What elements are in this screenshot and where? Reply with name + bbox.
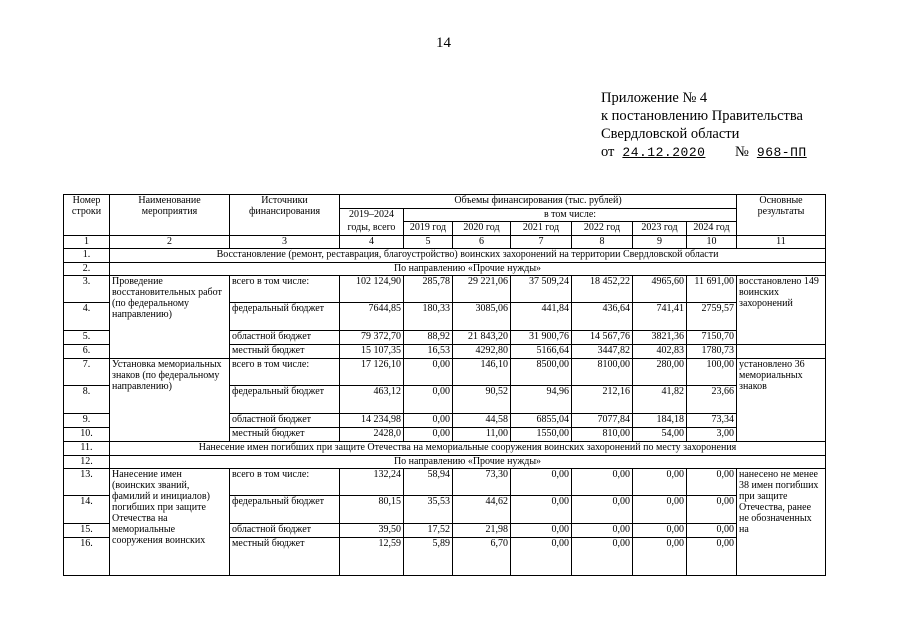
value-2021: 37 509,24 (511, 276, 572, 303)
value-2024: 23,66 (687, 386, 737, 414)
value-total: 132,24 (340, 469, 404, 496)
table-row (64, 469, 826, 496)
value-2022: 0,00 (572, 524, 633, 538)
column-number: 11 (737, 236, 826, 249)
value-total: 15 107,35 (340, 345, 404, 359)
row-number: 7. (64, 359, 110, 386)
column-number: 7 (511, 236, 572, 249)
value-2020: 146,10 (453, 359, 511, 386)
number-prefix: № (735, 144, 749, 160)
value-2024: 0,00 (687, 524, 737, 538)
subsection-title: По направлению «Прочие нужды» (110, 456, 826, 469)
value-2023: 41,82 (633, 386, 687, 414)
column-number: 6 (453, 236, 511, 249)
value-2023: 0,00 (633, 538, 687, 576)
header-sources: Источники финансирования (230, 195, 340, 236)
resolution-date: 24.12.2020 (622, 145, 706, 160)
value-2024: 0,00 (687, 469, 737, 496)
funding-source: областной бюджет (230, 331, 340, 345)
value-2022: 0,00 (572, 538, 633, 576)
value-2023: 0,00 (633, 469, 687, 496)
funding-source: всего в том числе: (230, 359, 340, 386)
value-2021: 5166,64 (511, 345, 572, 359)
event-name: Установка мемориальных знаков (по федеральному направлению) (110, 359, 230, 442)
value-2022: 0,00 (572, 496, 633, 524)
value-total: 463,12 (340, 386, 404, 414)
value-2019: 0,00 (404, 428, 453, 442)
row-number: 2. (64, 263, 110, 276)
header-2022: 2022 год (572, 222, 633, 236)
value-2020: 21,98 (453, 524, 511, 538)
funding-source: областной бюджет (230, 414, 340, 428)
column-number: 2 (110, 236, 230, 249)
column-number: 10 (687, 236, 737, 249)
header-2023: 2023 год (633, 222, 687, 236)
value-2022: 436,64 (572, 303, 633, 331)
value-2024: 73,34 (687, 414, 737, 428)
row-number: 5. (64, 331, 110, 345)
funding-source: местный бюджет (230, 428, 340, 442)
value-2023: 4965,60 (633, 276, 687, 303)
value-2021: 8500,00 (511, 359, 572, 386)
value-2024: 1780,73 (687, 345, 737, 359)
value-2021: 1550,00 (511, 428, 572, 442)
value-2024: 0,00 (687, 538, 737, 576)
value-2021: 31 900,76 (511, 331, 572, 345)
row-number: 15. (64, 524, 110, 538)
value-2023: 0,00 (633, 524, 687, 538)
value-2020: 6,70 (453, 538, 511, 576)
value-2020: 4292,80 (453, 345, 511, 359)
header-total-period: 2019–2024 (340, 209, 404, 222)
row-number: 6. (64, 345, 110, 359)
header-2024: 2024 год (687, 222, 737, 236)
value-total: 80,15 (340, 496, 404, 524)
funding-source: местный бюджет (230, 538, 340, 576)
row-number: 14. (64, 496, 110, 524)
main-result: установлено 36 мемориальных знаков (737, 359, 826, 442)
main-result: восстановлено 149 воинских захоронений (737, 276, 826, 345)
value-total: 2428,0 (340, 428, 404, 442)
value-2023: 3821,36 (633, 331, 687, 345)
result-empty-cell (737, 345, 826, 359)
value-2019: 16,53 (404, 345, 453, 359)
row-number: 3. (64, 276, 110, 303)
value-2023: 184,18 (633, 414, 687, 428)
value-2022: 7077,84 (572, 414, 633, 428)
value-2019: 0,00 (404, 359, 453, 386)
value-total: 12,59 (340, 538, 404, 576)
value-total: 7644,85 (340, 303, 404, 331)
value-2019: 285,78 (404, 276, 453, 303)
funding-source: всего в том числе: (230, 469, 340, 496)
value-2024: 100,00 (687, 359, 737, 386)
row-number: 9. (64, 414, 110, 428)
row-number: 11. (64, 442, 110, 456)
row-number: 13. (64, 469, 110, 496)
row-number: 4. (64, 303, 110, 331)
value-2020: 11,00 (453, 428, 511, 442)
column-number: 8 (572, 236, 633, 249)
value-2019: 35,53 (404, 496, 453, 524)
row-number: 8. (64, 386, 110, 414)
value-2022: 0,00 (572, 469, 633, 496)
value-2019: 17,52 (404, 524, 453, 538)
value-2022: 810,00 (572, 428, 633, 442)
column-numbers-row (64, 236, 826, 249)
value-2024: 2759,57 (687, 303, 737, 331)
value-2024: 3,00 (687, 428, 737, 442)
header-2021: 2021 год (511, 222, 572, 236)
value-2021: 6855,04 (511, 414, 572, 428)
value-2021: 441,84 (511, 303, 572, 331)
value-2021: 0,00 (511, 469, 572, 496)
page-number: 14 (436, 35, 451, 51)
table-row (64, 456, 826, 469)
header-2020: 2020 год (453, 222, 511, 236)
value-total: 102 124,90 (340, 276, 404, 303)
table-row (64, 442, 826, 456)
table-row (64, 359, 826, 386)
value-2023: 280,00 (633, 359, 687, 386)
value-2019: 5,89 (404, 538, 453, 576)
header-event-name: Наименование мероприятия (110, 195, 230, 236)
table-row (64, 249, 826, 263)
value-2023: 0,00 (633, 496, 687, 524)
funding-source: областной бюджет (230, 524, 340, 538)
header-total-label: годы, всего (340, 222, 404, 236)
value-2019: 0,00 (404, 386, 453, 414)
value-2023: 402,83 (633, 345, 687, 359)
value-2024: 11 691,00 (687, 276, 737, 303)
column-number: 1 (64, 236, 110, 249)
row-number: 10. (64, 428, 110, 442)
value-2019: 88,92 (404, 331, 453, 345)
value-2020: 21 843,20 (453, 331, 511, 345)
value-2022: 8100,00 (572, 359, 633, 386)
section-title: Нанесение имен погибших при защите Отечества на мемориальные сооружения воинских захоронений по месту захоронения (110, 442, 826, 456)
column-number: 4 (340, 236, 404, 249)
funding-source: федеральный бюджет (230, 496, 340, 524)
funding-source: местный бюджет (230, 345, 340, 359)
value-2020: 3085,06 (453, 303, 511, 331)
column-number: 3 (230, 236, 340, 249)
funding-source: федеральный бюджет (230, 386, 340, 414)
value-2020: 73,30 (453, 469, 511, 496)
value-total: 39,50 (340, 524, 404, 538)
row-number: 12. (64, 456, 110, 469)
header-volumes: Объемы финансирования (тыс. рублей) (340, 195, 737, 209)
value-2023: 741,41 (633, 303, 687, 331)
value-total: 79 372,70 (340, 331, 404, 345)
section-title: Восстановление (ремонт, реставрация, благоустройство) воинских захоронений на территории Свердловской области (110, 249, 826, 263)
value-2021: 0,00 (511, 524, 572, 538)
date-prefix: от (601, 144, 615, 160)
value-2020: 44,62 (453, 496, 511, 524)
value-2021: 0,00 (511, 538, 572, 576)
value-2020: 90,52 (453, 386, 511, 414)
value-2024: 7150,70 (687, 331, 737, 345)
value-2021: 94,96 (511, 386, 572, 414)
subsection-title: По направлению «Прочие нужды» (110, 263, 826, 276)
header-results: Основные результаты (737, 195, 826, 236)
value-2022: 14 567,76 (572, 331, 633, 345)
appendix-title: Приложение № 4 (601, 90, 708, 106)
table-row (64, 276, 826, 303)
header-2019: 2019 год (404, 222, 453, 236)
event-name: Нанесение имен (воинских званий, фамилий и инициалов) погибших при защите Отечества на мемориальные сооружения воинских (110, 469, 230, 576)
event-name: Проведение восстановительных работ (по федеральному направлению) (110, 276, 230, 359)
funding-source: федеральный бюджет (230, 303, 340, 331)
appendix-resolution: к постановлению Правительства (601, 108, 803, 124)
value-2019: 180,33 (404, 303, 453, 331)
value-total: 14 234,98 (340, 414, 404, 428)
value-2023: 54,00 (633, 428, 687, 442)
appendix-header (601, 89, 839, 162)
value-2020: 29 221,06 (453, 276, 511, 303)
financing-table (63, 194, 826, 576)
row-number: 1. (64, 249, 110, 263)
value-2022: 18 452,22 (572, 276, 633, 303)
main-result: нанесено не менее 38 имен погибших при защите Отечества, ранее не обозначенных на (737, 469, 826, 576)
value-total: 17 126,10 (340, 359, 404, 386)
appendix-date-line (601, 143, 839, 162)
value-2021: 0,00 (511, 496, 572, 524)
header-including: в том числе: (404, 209, 737, 222)
value-2020: 44,58 (453, 414, 511, 428)
value-2022: 212,16 (572, 386, 633, 414)
appendix-region: Свердловской области (601, 126, 740, 142)
column-number: 5 (404, 236, 453, 249)
column-number: 9 (633, 236, 687, 249)
value-2019: 58,94 (404, 469, 453, 496)
row-number: 16. (64, 538, 110, 576)
value-2024: 0,00 (687, 496, 737, 524)
funding-source: всего в том числе: (230, 276, 340, 303)
value-2019: 0,00 (404, 414, 453, 428)
table-row (64, 263, 826, 276)
value-2022: 3447,82 (572, 345, 633, 359)
resolution-number: 968-ПП (756, 145, 807, 160)
header-row-num: Номер строки (64, 195, 110, 236)
